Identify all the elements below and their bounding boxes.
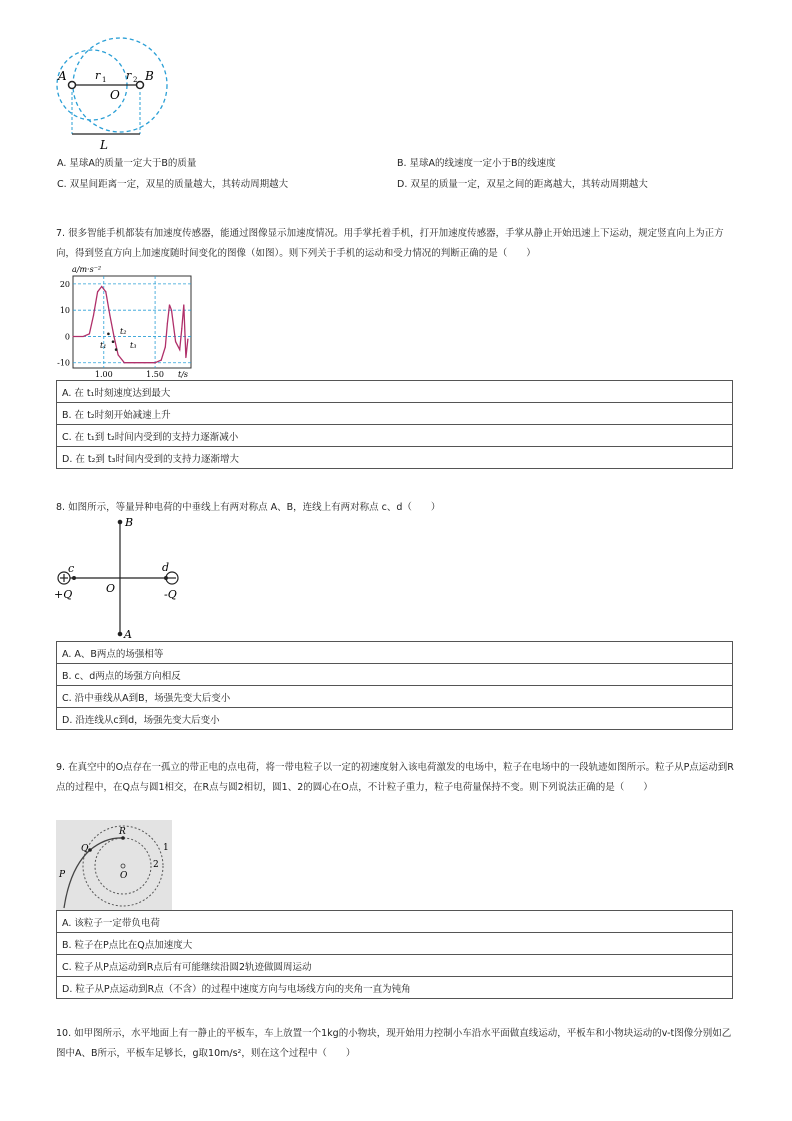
q6-option-b: B. 星球A的线速度一定小于B的线速度 (397, 158, 556, 169)
label-r1-sub: 1 (102, 76, 107, 84)
data-point (144, 362, 145, 363)
y-tick-label: -10 (57, 358, 70, 368)
q6-option-d: D. 双星的质量一定，双星之间的距离越大，其转动周期越大 (397, 179, 648, 190)
label-pos-q: +Q (54, 588, 73, 601)
q8-option-a: A. A、B两点的场强相等 (57, 642, 733, 664)
acceleration-chart (56, 264, 196, 380)
q9-option-a: A. 该粒子一定带负电荷 (57, 911, 733, 933)
q6-option-a: A. 星球A的质量一定大于B的质量 (57, 158, 197, 169)
label-q: Q (81, 844, 89, 854)
star-a (69, 82, 76, 89)
point-c (72, 576, 76, 580)
data-point (185, 357, 186, 358)
q8-option-d: D. 沿连线从c到d，场强先变大后变小 (57, 708, 733, 730)
label-2: 2 (153, 860, 159, 870)
q9-option-b: B. 粒子在P点比在Q点加速度大 (57, 933, 733, 955)
annotation-label: t₃ (130, 341, 137, 350)
data-point (97, 291, 98, 292)
label-b: B (125, 516, 134, 529)
q7-stem: 7. 很多智能手机都装有加速度传感器，能通过图像显示加速度情况。用手掌托着手机，打开加速度传感器，手掌从静止开始迅速上下运动，规定竖直向上为正方向，得到竖直方向上加速度随时间变化的图像（如图）。则下列关于手机的运动和受力情况的判断正确的是（ ） (56, 228, 724, 259)
label-b: B (145, 69, 154, 83)
data-point (154, 362, 155, 363)
data-point (187, 338, 188, 339)
label-o: O (106, 582, 116, 595)
dipole-figure (52, 514, 192, 642)
label-l: L (100, 138, 108, 152)
chart-ylabel: a/m·s⁻² (72, 265, 102, 274)
q7-option-c: C. 在 t₁到 t₂时间内受到的支持力逐渐减小 (57, 425, 733, 447)
label-o: O (120, 871, 128, 881)
q6-option-c: C. 双星间距离一定，双星的质量越大，其转动周期越大 (57, 179, 289, 190)
q7-option-a: A. 在 t₁时刻速度达到最大 (57, 381, 733, 403)
y-tick-label: 0 (64, 332, 70, 342)
q10-stem: 10. 如甲图所示，水平地面上有一静止的平板车，车上放置一个1kg的小物块，现开始用力控制小车沿水平面做直线运动，平板车和小物块运动的v-t图像分别如乙图中A、B所示，平板车足够长，g取10m/s²，则在这个过程中（ ） (56, 1028, 732, 1059)
data-point (93, 315, 94, 316)
data-point (134, 362, 135, 363)
point-d (164, 576, 168, 580)
y-tick-label: 10 (59, 306, 70, 316)
label-r2: r (126, 69, 132, 82)
q9-options-table (56, 910, 733, 999)
data-point (89, 333, 90, 334)
data-point (109, 315, 110, 316)
data-point (179, 349, 180, 350)
label-neg-q: -Q (164, 588, 177, 601)
chart-xlabel: t/s (178, 370, 189, 379)
annotation-point (112, 340, 115, 343)
data-point (113, 336, 114, 337)
acceleration-series (73, 287, 188, 363)
data-point (83, 336, 84, 337)
label-r2-sub: 2 (133, 76, 138, 84)
binary-star-figure (52, 36, 177, 154)
label-r: R (119, 827, 126, 837)
label-o: O (110, 88, 120, 102)
annotation-label: t₂ (120, 327, 127, 336)
data-point (165, 346, 166, 347)
point-b (118, 520, 123, 525)
q8-option-c: C. 沿中垂线从A到B，场强先变大后变小 (57, 686, 733, 708)
x-tick-label: 1.00 (94, 370, 113, 379)
data-point (124, 362, 125, 363)
label-c: c (68, 562, 75, 575)
label-d: d (162, 561, 170, 574)
x-tick-label: 1.50 (146, 370, 164, 379)
data-point (171, 310, 172, 311)
annotation-label: t₁ (100, 341, 107, 350)
annotation-point (107, 333, 110, 336)
q9-stem: 9. 在真空中的O点存在一孤立的带正电的点电荷，将一带电粒子以一定的初速度射入该电荷激发的电场中，粒子在电场中的一段轨迹如图所示。粒子从P点运动到R点的过程中，在Q点与圆1相交，在R点与圆2相切，圆1、2的圆心在O点，不计粒子重力，粒子电荷量保持不变。则下列说法正确的是（ ） (56, 762, 734, 793)
q7-options-table (56, 380, 733, 469)
q9-option-d: D. 粒子从P点运动到R点（不含）的过程中速度方向与电场线方向的夹角一直为钝角 (57, 977, 733, 999)
trajectory-figure (56, 820, 172, 910)
data-point (101, 286, 102, 287)
q8-option-b: B. c、d两点的场强方向相反 (57, 664, 733, 686)
label-1: 1 (163, 843, 169, 853)
data-point (169, 304, 170, 305)
data-point (167, 323, 168, 324)
label-r1: r (95, 69, 101, 82)
annotation-point (115, 348, 118, 351)
q7-option-d: D. 在 t₂到 t₃时间内受到的支持力逐渐增大 (57, 447, 733, 469)
label-a: A (58, 69, 67, 83)
data-point (181, 328, 182, 329)
data-point (183, 304, 184, 305)
q8-stem: 8. 如图所示，等量异种电荷的中垂线上有两对称点 A、B，连线上有两对称点 c、d（ ） (56, 502, 441, 513)
star-b (137, 82, 144, 89)
data-point (175, 341, 176, 342)
data-point (118, 354, 119, 355)
y-tick-label: 20 (59, 279, 70, 289)
label-p: P (59, 870, 66, 880)
q7-option-b: B. 在 t₂时刻开始减速上升 (57, 403, 733, 425)
point-a (118, 632, 123, 637)
data-point (161, 360, 162, 361)
point-q (88, 848, 92, 852)
data-point (72, 336, 73, 337)
label-a: A (124, 628, 132, 641)
data-point (105, 291, 106, 292)
q9-option-c: C. 粒子从P点运动到R点后有可能继续沿圆2轨迹做圆周运动 (57, 955, 733, 977)
q8-options-table (56, 641, 733, 730)
